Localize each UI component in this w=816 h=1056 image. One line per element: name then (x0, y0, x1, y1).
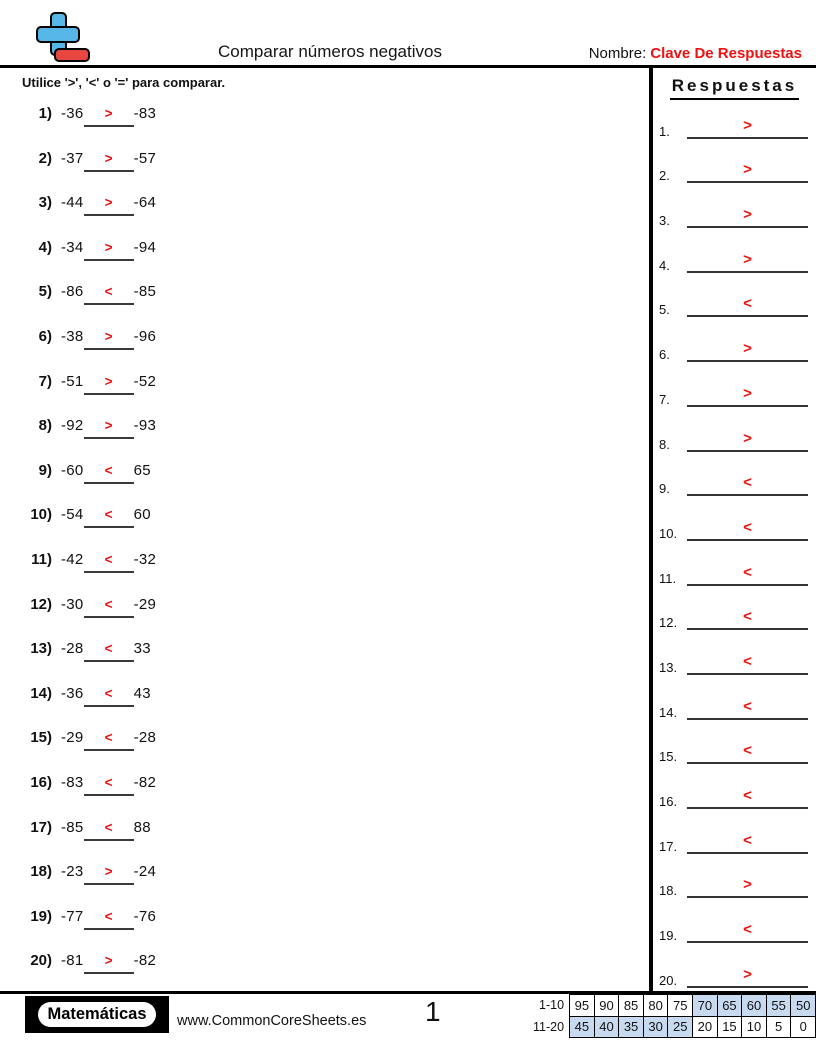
answer-key-label: Clave De Respuestas (650, 45, 802, 62)
comparison-blank (84, 506, 134, 528)
answer-number: 14. (659, 704, 678, 720)
comparison-symbol: < (104, 819, 113, 835)
comparison-blank (84, 551, 134, 573)
problem-row (16, 136, 638, 181)
comparison-blank (84, 283, 134, 305)
grade-range-label: 1-10 (539, 998, 565, 1013)
problem-row (16, 671, 638, 716)
comparison-blank (84, 328, 134, 350)
problem-number: 16) (30, 773, 52, 791)
problem-number: 17) (30, 818, 52, 836)
answer-line (687, 876, 808, 898)
answer-symbol: > (743, 340, 752, 358)
grade-cell: 65 (717, 995, 742, 1017)
answer-line (687, 251, 808, 273)
answer-row (653, 630, 816, 675)
right-operand: -96 (133, 327, 157, 345)
grade-cell: 85 (619, 995, 644, 1017)
grade-cell: 50 (791, 995, 816, 1017)
answer-line (687, 519, 808, 541)
problem-row (16, 225, 638, 270)
comparison-blank (84, 640, 134, 662)
right-operand: -52 (133, 372, 157, 390)
grade-cell: 10 (742, 1016, 767, 1038)
answer-row (653, 764, 816, 809)
answer-line (687, 564, 808, 586)
comparison-blank (84, 952, 134, 974)
problem-row (16, 314, 638, 359)
problem-number: 14) (30, 684, 52, 702)
comparison-blank (84, 596, 134, 618)
answer-number: 20. (659, 972, 678, 988)
comparison-symbol: > (104, 328, 113, 344)
comparison-symbol: > (104, 195, 113, 211)
left-operand: -54 (61, 506, 84, 524)
answer-number: 17. (659, 838, 678, 854)
answer-row (653, 496, 816, 541)
grade-cell: 55 (766, 995, 791, 1017)
problems-list (16, 91, 638, 983)
worksheet-title: Comparar números negativos (218, 42, 442, 61)
answer-line (687, 295, 808, 317)
answer-symbol: < (743, 474, 752, 492)
problem-row (16, 894, 638, 939)
problem-row (16, 448, 638, 493)
answer-symbol: > (743, 250, 752, 268)
answer-row (653, 228, 816, 273)
comparison-symbol: < (104, 462, 113, 478)
problems-column (0, 68, 648, 991)
answer-line (687, 921, 808, 943)
answer-number: 13. (659, 659, 678, 675)
right-operand: -76 (133, 907, 157, 925)
grade-cell: 20 (693, 1016, 718, 1038)
comparison-symbol: > (104, 953, 113, 969)
comparison-symbol: > (104, 418, 113, 434)
answer-symbol: < (743, 652, 752, 670)
answer-row (653, 541, 816, 586)
brand-label: Matemáticas (38, 1002, 155, 1027)
grade-cell: 75 (668, 995, 693, 1017)
grade-row (528, 1016, 816, 1038)
left-operand: -51 (61, 372, 84, 390)
grade-cell: 45 (570, 1016, 595, 1038)
problem-number: 15) (30, 729, 52, 747)
left-operand: -29 (61, 729, 84, 747)
answer-symbol: > (743, 161, 752, 179)
answer-number: 8. (659, 436, 670, 452)
answer-number: 6. (659, 347, 670, 363)
answer-row (653, 362, 816, 407)
answer-number: 19. (659, 928, 678, 944)
left-operand: -85 (61, 818, 84, 836)
website-url: www.CommonCoreSheets.es (177, 1013, 367, 1029)
comparison-symbol: < (104, 730, 113, 746)
grading-table (528, 994, 816, 1038)
grade-cell: 15 (717, 1016, 742, 1038)
problem-number: 3) (38, 194, 52, 212)
answer-symbol: < (743, 742, 752, 760)
problem-row (16, 805, 638, 850)
problem-number: 6) (38, 327, 52, 345)
answer-line (687, 430, 808, 452)
answer-symbol: < (743, 921, 752, 939)
answer-symbol: < (743, 787, 752, 804)
answer-line (687, 742, 808, 764)
problem-number: 8) (38, 417, 52, 435)
grade-cell: 80 (643, 995, 668, 1017)
grade-cell: 40 (594, 1016, 619, 1038)
answer-symbol: < (743, 697, 752, 715)
comparison-blank (84, 729, 134, 751)
problem-number: 13) (30, 640, 52, 658)
answer-row (653, 720, 816, 765)
right-operand: 33 (133, 640, 151, 658)
comparison-symbol: < (104, 685, 113, 701)
left-operand: -92 (61, 417, 84, 435)
answer-row (653, 943, 816, 988)
left-operand: -38 (61, 327, 84, 345)
answer-number: 3. (659, 213, 670, 229)
comparison-blank (84, 373, 134, 395)
page-number: 1 (425, 996, 441, 1027)
grade-range-label: 11-20 (533, 1019, 565, 1034)
problem-number: 7) (38, 372, 52, 390)
left-operand: -86 (61, 283, 84, 301)
answer-line (687, 340, 808, 362)
comparison-blank (84, 685, 134, 707)
answer-row (653, 854, 816, 899)
answer-number: 18. (659, 883, 678, 899)
left-operand: -42 (61, 550, 84, 568)
comparison-blank (84, 462, 134, 484)
answer-row (653, 452, 816, 497)
comparison-blank (84, 194, 134, 216)
left-operand: -77 (61, 907, 84, 925)
comparison-blank (84, 417, 134, 439)
answer-line (687, 653, 808, 675)
problem-row (16, 180, 638, 225)
right-operand: -57 (133, 149, 157, 167)
right-operand: -94 (133, 238, 157, 256)
right-operand: -83 (133, 105, 157, 122)
problem-number: 5) (38, 283, 52, 301)
answer-row (653, 94, 816, 139)
answer-symbol: < (743, 608, 752, 626)
answer-number: 2. (659, 168, 670, 184)
problem-row (16, 938, 638, 983)
answer-symbol: < (743, 563, 752, 581)
left-operand: -30 (61, 595, 84, 613)
answer-row (653, 273, 816, 318)
answer-row (653, 898, 816, 943)
comparison-symbol: > (104, 239, 113, 255)
problem-number: 19) (30, 907, 52, 925)
problem-row (16, 91, 638, 136)
name-area (589, 45, 802, 62)
right-operand: -64 (133, 194, 157, 212)
right-operand: 65 (133, 461, 151, 479)
problem-number: 11) (31, 550, 52, 568)
left-operand: -44 (61, 194, 84, 212)
grade-cell: 5 (766, 1016, 791, 1038)
problem-row (16, 715, 638, 760)
answer-line (687, 161, 808, 183)
answer-symbol: > (743, 876, 752, 894)
comparison-symbol: < (104, 284, 113, 300)
problem-row (16, 537, 638, 582)
problem-row (16, 626, 638, 671)
answer-number: 9. (659, 481, 670, 497)
answer-number: 16. (659, 794, 678, 809)
problem-number: 18) (30, 863, 52, 881)
problem-number: 12) (30, 595, 52, 613)
problem-row (16, 359, 638, 404)
right-operand: -24 (133, 863, 157, 881)
answer-symbol: > (743, 965, 752, 983)
answers-list (653, 94, 816, 988)
answer-line (687, 966, 808, 988)
comparison-blank (84, 863, 134, 885)
problem-row (16, 760, 638, 805)
answer-symbol: > (743, 206, 752, 224)
answer-number: 11. (659, 570, 677, 586)
answer-number: 7. (659, 391, 670, 407)
comparison-symbol: > (104, 864, 113, 880)
comparison-symbol: < (104, 596, 113, 612)
comparison-symbol: < (104, 641, 113, 657)
problem-number: 4) (38, 238, 52, 256)
answer-number: 15. (659, 749, 678, 765)
answer-number: 12. (659, 615, 678, 631)
comparison-symbol: < (104, 551, 113, 567)
answer-number: 5. (659, 302, 670, 318)
problem-number: 10) (30, 506, 52, 524)
comparison-symbol: > (104, 150, 113, 166)
brand-box (25, 996, 169, 1033)
left-operand: -34 (61, 238, 84, 256)
grade-cell: 35 (619, 1016, 644, 1038)
right-operand: -85 (133, 283, 157, 301)
right-operand: -29 (133, 595, 157, 613)
answer-row (653, 317, 816, 362)
answer-symbol: < (743, 831, 752, 849)
answer-row (653, 407, 816, 452)
comparison-blank (84, 908, 134, 930)
left-operand: -37 (61, 149, 84, 167)
answer-row (653, 809, 816, 854)
right-operand: -28 (133, 729, 157, 747)
answer-symbol: < (743, 518, 752, 536)
left-operand: -83 (61, 773, 84, 791)
right-operand: 43 (133, 684, 151, 702)
answer-number: 1. (659, 123, 670, 139)
grade-row (528, 995, 816, 1017)
grade-cell: 70 (693, 995, 718, 1017)
left-operand: -36 (61, 684, 84, 702)
answer-symbol: > (743, 429, 752, 447)
grade-cell: 25 (668, 1016, 693, 1038)
problem-number: 2) (38, 149, 52, 167)
problem-row (16, 492, 638, 537)
left-operand: -28 (61, 640, 84, 658)
comparison-symbol: < (104, 908, 113, 924)
problem-number: 20) (30, 952, 52, 970)
problem-row (16, 269, 638, 314)
answer-row (653, 183, 816, 228)
problem-row (16, 849, 638, 894)
right-operand: 88 (133, 818, 151, 836)
problem-row (16, 403, 638, 448)
problem-number: 1) (38, 105, 52, 122)
answer-row (653, 675, 816, 720)
right-operand: -82 (133, 773, 157, 791)
comparison-symbol: < (104, 507, 113, 523)
logo-plus-horizontal (36, 26, 80, 43)
left-operand: -36 (61, 105, 84, 122)
answer-line (687, 206, 808, 228)
grade-cell: 60 (742, 995, 767, 1017)
answer-row (653, 586, 816, 631)
answer-line (687, 787, 808, 809)
answer-symbol: > (743, 116, 752, 134)
right-operand: 60 (133, 506, 151, 524)
grade-cell: 30 (643, 1016, 668, 1038)
answer-line (687, 117, 808, 139)
answer-line (687, 608, 808, 630)
grade-cell: 90 (594, 995, 619, 1017)
comparison-blank (84, 774, 134, 796)
left-operand: -81 (61, 952, 84, 970)
answer-line (687, 474, 808, 496)
instruction-text: Utilice '>', '<' o '=' para comparar. (22, 75, 226, 90)
comparison-symbol: > (104, 106, 113, 121)
grade-cell: 0 (791, 1016, 816, 1038)
comparison-symbol: < (104, 774, 113, 790)
comparison-blank (84, 239, 134, 261)
name-label: Nombre: (588, 45, 647, 62)
answer-row (653, 139, 816, 184)
answer-symbol: < (743, 295, 752, 313)
comparison-blank (84, 105, 134, 127)
left-operand: -23 (61, 863, 84, 881)
answer-line (687, 832, 808, 854)
answers-column (653, 68, 816, 991)
comparison-symbol: > (104, 373, 113, 389)
problem-number: 9) (38, 461, 52, 479)
comparison-blank (84, 150, 134, 172)
right-operand: -93 (133, 417, 157, 435)
right-operand: -82 (133, 952, 157, 970)
right-operand: -32 (133, 550, 157, 568)
answer-symbol: > (743, 384, 752, 402)
answers-title: Respuestas (670, 76, 799, 100)
problem-row (16, 582, 638, 627)
answer-number: 4. (659, 257, 670, 273)
answer-line (687, 698, 808, 720)
answer-number: 10. (659, 525, 678, 541)
comparison-blank (84, 819, 134, 841)
grade-cell: 95 (570, 995, 595, 1017)
left-operand: -60 (61, 461, 84, 479)
answer-line (687, 385, 808, 407)
